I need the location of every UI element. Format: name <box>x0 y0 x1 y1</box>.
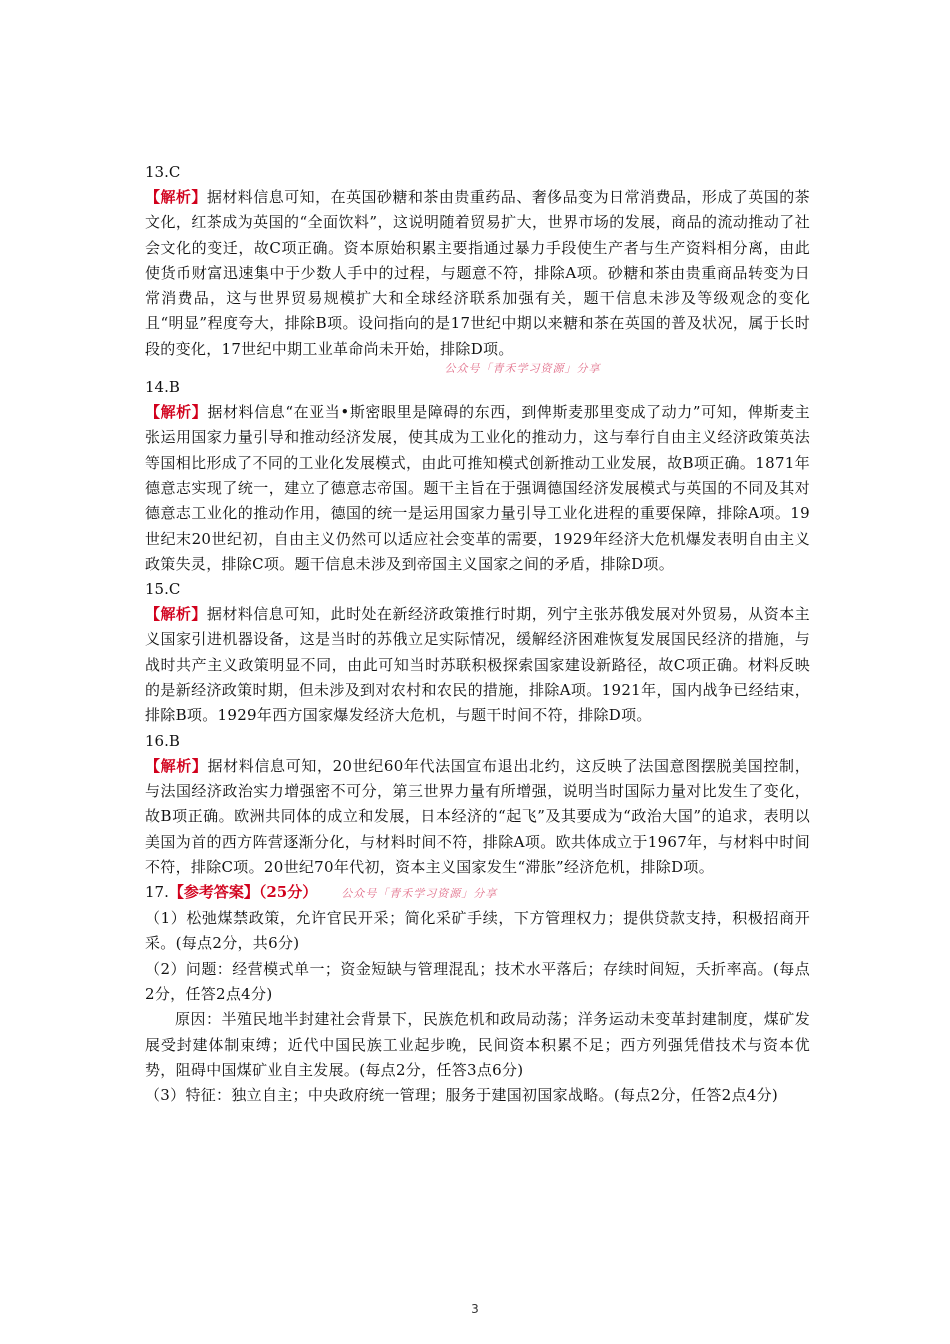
question-15-answer: 15.C <box>145 580 181 599</box>
question-13-analysis <box>145 185 810 362</box>
analysis-tag: 【解析】 <box>145 403 208 422</box>
watermark: 公众号「青禾学习资源」分享 <box>341 887 498 901</box>
score-label: （25分） <box>258 883 318 902</box>
question-15-analysis <box>145 602 810 728</box>
question-17-part-3: （3）特征：独立自主；中央政府统一管理；服务于建国初国家战略。(每点2分，任答2点4分) <box>145 1086 779 1105</box>
page-content <box>145 160 810 1109</box>
analysis-text: 据材料信息可知，在英国砂糖和茶由贵重药品、奢侈品变为日常消费品，形成了英国的茶文化，红茶成为英国的“全面饮料”，这说明随着贸易扩大，世界市场的发展，商品的流动推动了社会文化的变迁，故C项正确。资本原始积累主要指通过暴力手段使生产者与生产资料相分离，由此使货币财富迅速集中于少数人手中的过程，与题意不符，排除A项。砂糖和茶由贵重商品转变为日常消费品，这与世界贸易规模扩大和全球经济联系加强有关，题干信息未涉及等级观念的变化且“明显”程度夸大，排除B项。设问指向的是17世纪中期以来糖和茶在英国的普及状况，属于长时段的变化，17世纪中期工业革命尚未开始，排除D项。 <box>145 188 810 358</box>
question-14-analysis <box>145 400 810 577</box>
question-17-part-2: （2）问题：经营模式单一；资金短缺与管理混乱；技术水平落后；存续时间短，夭折率高。(每点2分，任答2点4分) <box>145 959 810 1004</box>
question-16-analysis <box>145 754 810 880</box>
analysis-text: 据材料信息“在亚当•斯密眼里是障碍的东西，到俾斯麦那里变成了动力”可知，俾斯麦主张运用国家力量引导和推动经济发展，使其成为工业化的推动力，这与奉行自由主义经济政策英法等国相比形成了不同的工业化发展模式，由此可推知模式创新推动工业发展，故B项正确。1871年德意志实现了统一，建立了德意志帝国。题干主旨在于强调德国经济发展模式与英国的不同及其对德意志工业化的推动作用，德国的统一是运用国家力量引导工业化进程的重要保障，排除A项。19世纪末20世纪初，自由主义仍然可以适应社会变革的需要，1929年经济大危机爆发表明自由主义政策失灵，排除C项。题干信息未涉及到帝国主义国家之间的矛盾，排除D项。 <box>145 403 810 573</box>
analysis-text: 据材料信息可知，20世纪60年代法国宣布退出北约，这反映了法国意图摆脱美国控制，与法国经济政治实力增强密不可分，第三世界力量有所增强，说明当时国际力量对比发生了变化，故B项正确。欧洲共同体的成立和发展，日本经济的“起飞”及其要成为“政治大国”的追求，表明以美国为首的西方阵营逐渐分化，与材料时间不符，排除A项。欧共体成立于1967年，与材料中时间不符，排除C项。20世纪70年代初，资本主义国家发生“滞胀”经济危机，排除D项。 <box>145 756 810 876</box>
page-number: 3 <box>471 1302 479 1316</box>
analysis-tag: 【解析】 <box>145 605 207 624</box>
question-17-part-1: （1）松弛煤禁政策，允许官民开采；简化采矿手续，下方管理权力；提供贷款支持，积极招商开采。(每点2分，共6分) <box>145 909 810 953</box>
analysis-text: 据材料信息可知，此时处在新经济政策推行时期，列宁主张苏俄发展对外贸易，从资本主义国家引进机器设备，这是当时的苏俄立足实际情况，缓解经济困难恢复发展国民经济的措施，与战时共产主义政策明显不同，由此可知当时苏联积极探索国家建设新路径，故C项正确。材料反映的是新经济政策时期，但未涉及到对农村和农民的措施，排除A项。1921年，国内战争已经结束，排除B项。1929年西方国家爆发经济大危机，与题干时间不符，排除D项。 <box>145 605 810 725</box>
question-17-heading <box>145 880 810 906</box>
question-17-number: 17. <box>145 883 169 902</box>
question-16-answer: 16.B <box>145 731 180 750</box>
question-14-answer: 14.B <box>145 378 180 397</box>
analysis-tag: 【解析】 <box>145 188 207 206</box>
reference-answer-tag: 【参考答案】 <box>168 883 259 902</box>
question-13-answer: 13.C <box>145 163 181 181</box>
watermark: 公众号「青禾学习资源」分享 <box>444 362 601 376</box>
question-17-part-2-reasons: 原因：半殖民地半封建社会背景下，民族危机和政局动荡；洋务运动未变革封建制度，煤矿发展受封建体制束缚；近代中国民族工业起步晚，民间资本积累不足；西方列强凭借技术与资本优势，阻碍中国煤矿业自主发展。(每点2分，任答3点6分) <box>145 1010 810 1079</box>
analysis-tag: 【解析】 <box>145 756 208 775</box>
